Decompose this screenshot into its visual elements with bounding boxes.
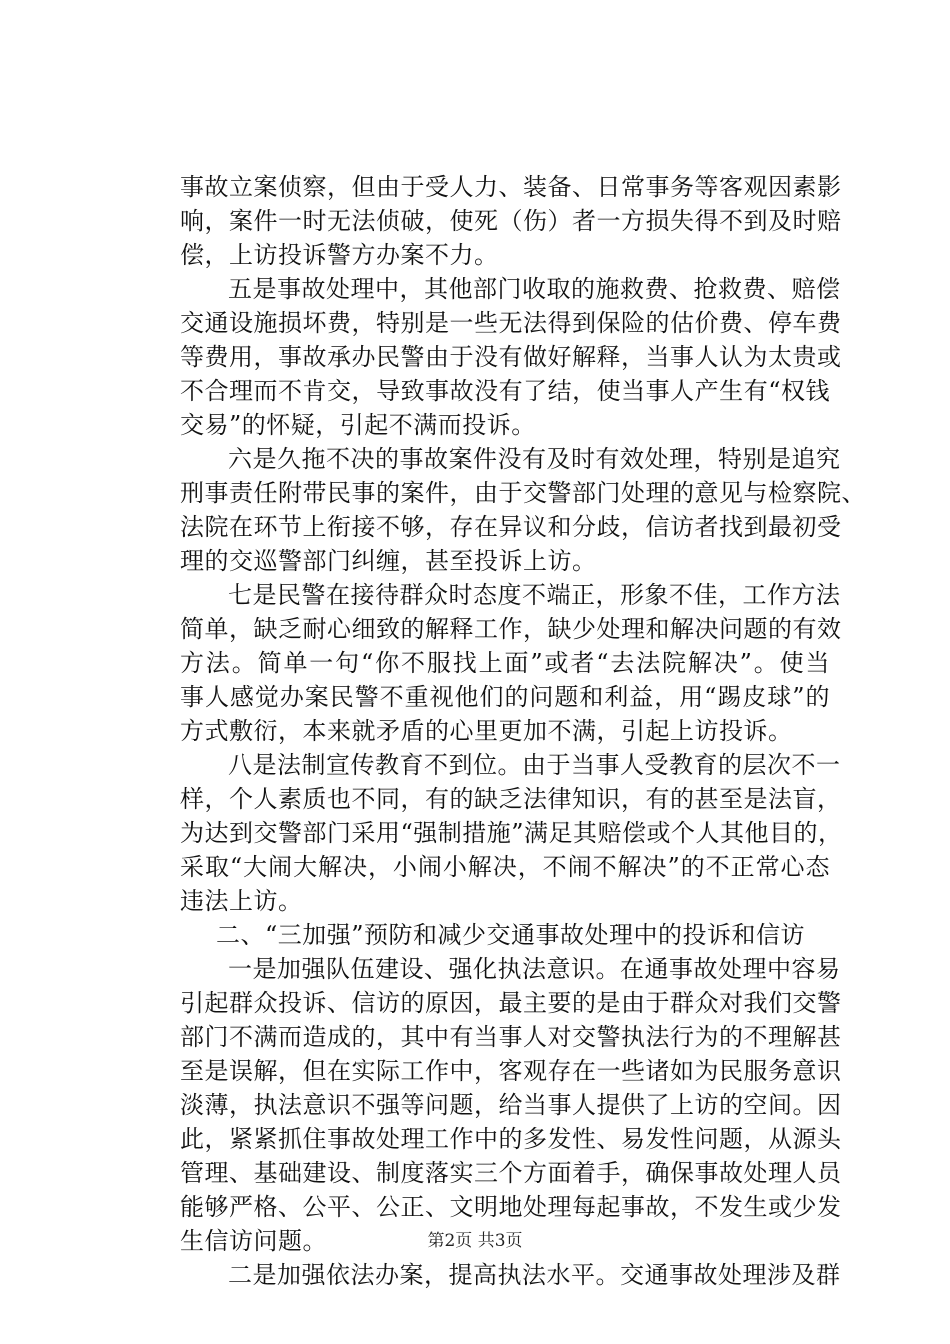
text-line: 淡薄，执法意识不强等问题，给当事人提供了上访的空间。因 <box>180 1091 842 1119</box>
text-line: 交易”的怀疑，引起不满而投诉。 <box>180 411 536 439</box>
text-line: 引起群众投诉、信访的原因，最主要的是由于群众对我们交警 <box>180 989 842 1017</box>
text-line: 响，案件一时无法侦破，使死（伤）者一方损失得不到及时赔 <box>180 207 842 235</box>
text-line: 理的交巡警部门纠缠，甚至投诉上访。 <box>180 547 597 575</box>
text-line: 部门不满而造成的，其中有当事人对交警执法行为的不理解甚 <box>180 1023 842 1051</box>
text-line: 采取“大闹大解决，小闹小解决，不闹不解决”的不正常心态 <box>180 853 830 881</box>
page-footer <box>0 1226 950 1251</box>
text-line: 六是久拖不决的事故案件没有及时有效处理，特别是追究 <box>228 445 841 473</box>
page-number: 第2页 共3页 <box>427 1231 523 1251</box>
text-line: 方式敷衍，本来就矛盾的心里更加不满，引起上访投诉。 <box>180 717 793 745</box>
text-line: 样，个人素质也不同，有的缺乏法律知识，有的甚至是法盲， <box>180 785 842 813</box>
text-line: 为达到交警部门采用“强制措施”满足其赔偿或个人其他目的， <box>180 819 843 847</box>
text-line: 至是误解，但在实际工作中，客观存在一些诸如为民服务意识 <box>180 1057 842 1085</box>
text-line: 等费用，事故承办民警由于没有做好解释，当事人认为太贵或 <box>180 343 842 371</box>
text-line: 此，紧紧抓住事故处理工作中的多发性、易发性问题，从源头 <box>180 1125 842 1153</box>
text-line: 偿，上访投诉警方办案不力。 <box>180 241 499 269</box>
text-line: 刑事责任附带民事的案件，由于交警部门处理的意见与检察院、 <box>180 479 866 507</box>
text-line: 七是民警在接待群众时态度不端正，形象不佳，工作方法 <box>228 581 841 609</box>
text-line: 法院在环节上衔接不够，存在异议和分歧，信访者找到最初受 <box>180 513 842 541</box>
text-line: 管理、基础建设、制度落实三个方面着手，确保事故处理人员 <box>180 1159 842 1187</box>
text-line: 方法。简单一句“你不服找上面”或者“去法院解决”。使当 <box>180 649 830 677</box>
text-line: 生信访问题。 <box>180 1227 327 1255</box>
text-line: 交通设施损坏费，特别是一些无法得到保险的估价费、停车费 <box>180 309 842 337</box>
text-line: 五是事故处理中，其他部门收取的施救费、抢救费、赔偿 <box>228 275 841 303</box>
text-line: 能够严格、公平、公正、文明地处理每起事故，不发生或少发 <box>180 1193 842 1221</box>
text-line: 违法上访。 <box>180 887 303 915</box>
text-line: 简单，缺乏耐心细致的解释工作，缺少处理和解决问题的有效 <box>180 615 842 643</box>
text-line: 二是加强依法办案，提高执法水平。交通事故处理涉及群 <box>228 1261 841 1289</box>
text-line: 八是法制宣传教育不到位。由于当事人受教育的层次不一 <box>228 751 841 779</box>
text-line: 不合理而不肯交，导致事故没有了结，使当事人产生有“权钱 <box>180 377 830 405</box>
text-line: 事故立案侦察，但由于受人力、装备、日常事务等客观因素影 <box>180 173 842 201</box>
text-line: 事人感觉办案民警不重视他们的问题和利益，用“踢皮球”的 <box>180 683 830 711</box>
section-heading: 二、“三加强”预防和减少交通事故处理中的投诉和信访 <box>216 921 806 949</box>
document-body <box>180 170 866 1292</box>
text-line: 一是加强队伍建设、强化执法意识。在通事故处理中容易 <box>228 955 841 983</box>
